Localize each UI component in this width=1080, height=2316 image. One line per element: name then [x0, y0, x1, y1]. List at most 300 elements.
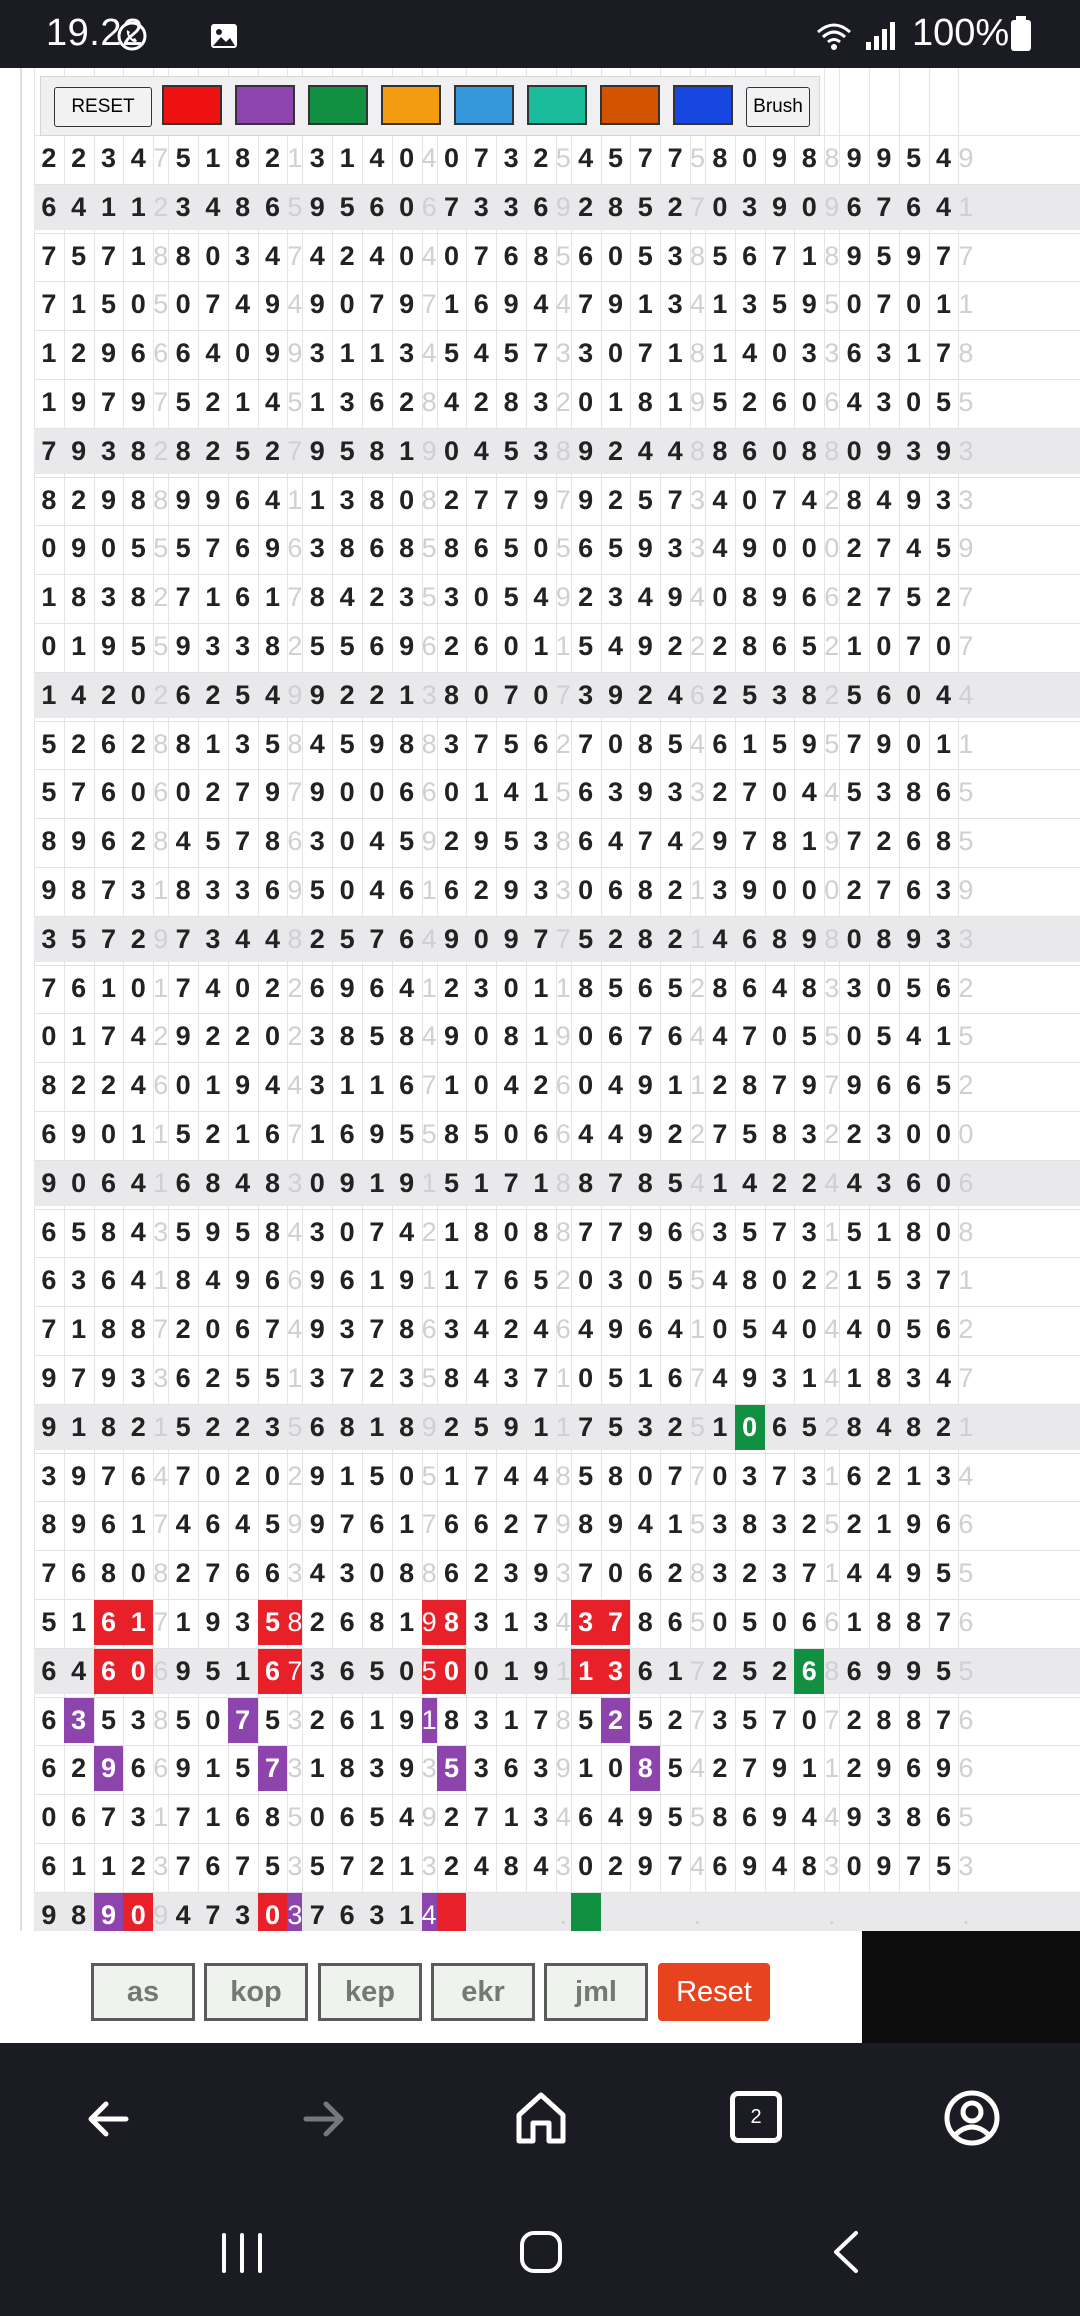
forward-arrow-icon[interactable] — [296, 2091, 352, 2147]
digit-cell[interactable]: 4 — [637, 435, 653, 466]
digit-cell[interactable]: 0 — [443, 777, 459, 808]
separator-cell[interactable]: 4 — [958, 679, 974, 710]
digit-cell[interactable]: 1 — [71, 1314, 87, 1345]
digit-cell[interactable]: 4 — [637, 582, 653, 613]
digit-cell[interactable]: 3 — [771, 679, 787, 710]
digit-cell[interactable]: 7 — [637, 1021, 653, 1052]
digit-cell[interactable]: 6 — [742, 1802, 758, 1833]
digit-cell[interactable]: 7 — [801, 1558, 817, 1589]
digit-cell[interactable]: 4 — [264, 923, 280, 954]
digit-cell[interactable]: 1 — [935, 289, 951, 320]
separator-cell[interactable]: 1 — [153, 1802, 169, 1833]
digit-cell[interactable]: 4 — [503, 1460, 519, 1491]
digit-cell[interactable]: 3 — [369, 1899, 385, 1930]
digit-cell[interactable]: 1 — [473, 1167, 489, 1198]
digit-cell[interactable]: 5 — [369, 1802, 385, 1833]
digit-cell[interactable]: 8 — [130, 1314, 146, 1345]
digit-cell[interactable]: 6 — [906, 1070, 922, 1101]
swatch-orange[interactable] — [381, 85, 441, 125]
digit-cell[interactable]: 0 — [906, 679, 922, 710]
digit-cell[interactable]: 0 — [742, 484, 758, 515]
digit-cell[interactable]: 3 — [801, 338, 817, 369]
digit-cell[interactable]: 4 — [712, 923, 728, 954]
digit-cell[interactable]: 1 — [369, 1704, 385, 1735]
digit-cell[interactable]: 4 — [309, 240, 325, 271]
digit-cell[interactable]: 7 — [473, 1802, 489, 1833]
digit-cell[interactable]: 4 — [264, 679, 280, 710]
digit-cell[interactable]: 3 — [64, 1698, 94, 1743]
digit-cell[interactable]: 6 — [369, 631, 385, 661]
digit-cell[interactable]: 0 — [503, 1216, 519, 1247]
digit-cell[interactable]: 4 — [712, 1021, 728, 1052]
digit-cell[interactable]: 2 — [71, 1070, 87, 1101]
digit-cell[interactable]: 2 — [130, 1411, 146, 1442]
digit-cell[interactable]: 4 — [309, 728, 325, 759]
digit-cell[interactable]: 1 — [205, 1753, 221, 1784]
separator-cell[interactable]: 4 — [824, 777, 840, 808]
digit-cell[interactable]: 3 — [235, 240, 251, 271]
digit-cell[interactable]: 8 — [906, 1216, 922, 1247]
digit-cell[interactable]: 3 — [906, 435, 922, 466]
digit-cell[interactable]: 6 — [205, 1851, 221, 1881]
separator-cell[interactable]: 9 — [555, 1509, 571, 1540]
digit-cell[interactable]: 2 — [264, 143, 280, 173]
digit-cell[interactable]: 4 — [235, 1509, 251, 1540]
recents-icon[interactable] — [218, 2231, 266, 2275]
digit-cell[interactable]: 2 — [771, 1655, 787, 1686]
digit-cell[interactable]: 3 — [235, 1899, 251, 1930]
digit-cell[interactable]: 0 — [205, 1460, 221, 1491]
digit-cell[interactable]: 5 — [906, 143, 922, 173]
digit-cell[interactable]: 2 — [443, 1411, 459, 1442]
digit-cell[interactable]: 5 — [205, 1655, 221, 1686]
digit-cell[interactable]: 6 — [41, 1851, 57, 1881]
digit-cell[interactable]: 8 — [637, 923, 653, 954]
separator-cell[interactable]: 8 — [153, 1704, 169, 1735]
digit-cell[interactable]: 8 — [906, 777, 922, 808]
separator-cell[interactable]: 9 — [421, 435, 437, 466]
digit-cell[interactable]: 3 — [771, 1363, 787, 1393]
separator-cell[interactable]: 1 — [690, 1070, 706, 1101]
digit-cell[interactable]: 4 — [637, 1509, 653, 1540]
digit-cell[interactable]: 5 — [205, 826, 221, 857]
digit-cell[interactable]: 2 — [339, 240, 355, 271]
digit-cell[interactable]: 5 — [175, 1411, 191, 1442]
digit-cell[interactable]: 4 — [533, 1851, 549, 1881]
digit-cell[interactable]: 4 — [771, 1314, 787, 1345]
digit-cell[interactable]: 1 — [876, 1216, 892, 1247]
digit-cell[interactable]: 3 — [399, 582, 415, 613]
digit-cell[interactable]: 9 — [94, 1893, 124, 1938]
digit-cell[interactable]: 3 — [235, 631, 251, 661]
digit-cell[interactable]: 7 — [533, 338, 549, 369]
digit-cell[interactable]: 5 — [712, 240, 728, 271]
digit-cell[interactable]: 4 — [607, 826, 623, 857]
separator-cell[interactable]: 7 — [153, 1607, 169, 1637]
digit-cell[interactable]: 7 — [846, 728, 862, 759]
digit-cell[interactable]: 5 — [369, 1655, 385, 1686]
digit-cell[interactable]: 4 — [667, 1314, 683, 1345]
digit-cell[interactable]: 8 — [876, 1363, 892, 1393]
digit-cell[interactable]: 1 — [100, 972, 116, 1003]
digit-cell[interactable]: 9 — [309, 1460, 325, 1491]
number-grid[interactable] — [34, 68, 1080, 1933]
digit-cell[interactable]: 8 — [264, 1216, 280, 1247]
digit-cell[interactable]: 9 — [309, 777, 325, 808]
digit-cell[interactable]: 5 — [578, 631, 594, 661]
digit-cell[interactable]: 3 — [205, 923, 221, 954]
separator-cell[interactable]: 7 — [958, 240, 974, 271]
separator-cell[interactable]: 8 — [690, 338, 706, 369]
digit-cell[interactable]: 1 — [712, 338, 728, 369]
digit-cell[interactable]: 6 — [235, 582, 251, 613]
separator-cell[interactable]: 8 — [555, 1704, 571, 1735]
digit-cell[interactable]: 2 — [369, 1363, 385, 1393]
kop-button[interactable]: kop — [204, 1963, 308, 2021]
brush-button[interactable]: Brush — [746, 87, 810, 127]
digit-cell[interactable]: 6 — [578, 777, 594, 808]
separator-cell[interactable]: 4 — [421, 923, 437, 954]
digit-cell[interactable]: 1 — [130, 1119, 146, 1149]
digit-cell[interactable]: 7 — [100, 1802, 116, 1833]
digit-cell[interactable]: 5 — [264, 1509, 280, 1540]
digit-cell[interactable]: 9 — [175, 631, 191, 661]
digit-cell[interactable]: 0 — [437, 1649, 467, 1694]
digit-cell[interactable]: 9 — [742, 1363, 758, 1393]
digit-cell[interactable]: 4 — [578, 1314, 594, 1345]
digit-cell[interactable]: 9 — [443, 1021, 459, 1052]
digit-cell[interactable]: 9 — [906, 240, 922, 271]
digit-cell[interactable]: 5 — [175, 1119, 191, 1149]
digit-cell[interactable]: 8 — [175, 728, 191, 759]
digit-cell[interactable]: 2 — [205, 1411, 221, 1442]
digit-cell[interactable]: 9 — [503, 289, 519, 320]
separator-cell[interactable]: 7 — [153, 1509, 169, 1540]
digit-cell[interactable]: 3 — [473, 972, 489, 1003]
digit-cell[interactable]: 9 — [175, 1753, 191, 1784]
digit-cell[interactable]: 0 — [876, 972, 892, 1003]
separator-cell[interactable]: 6 — [153, 338, 169, 369]
digit-cell[interactable]: 7 — [876, 191, 892, 222]
digit-cell[interactable]: 7 — [771, 1704, 787, 1735]
digit-cell[interactable]: 7 — [473, 143, 489, 173]
digit-cell[interactable]: 2 — [846, 1509, 862, 1540]
digit-cell[interactable]: 9 — [771, 1802, 787, 1833]
digit-cell[interactable]: 3 — [667, 289, 683, 320]
digit-cell[interactable]: 9 — [578, 435, 594, 466]
digit-cell[interactable]: 7 — [906, 631, 922, 661]
digit-cell[interactable]: 5 — [742, 1704, 758, 1735]
digit-cell[interactable]: 7 — [369, 1314, 385, 1345]
digit-cell[interactable]: 1 — [41, 582, 57, 613]
separator-cell[interactable]: 4 — [421, 143, 437, 173]
digit-cell[interactable]: 0 — [607, 728, 623, 759]
digit-cell[interactable]: 1 — [205, 728, 221, 759]
digit-cell[interactable]: 5 — [742, 1119, 758, 1149]
digit-cell[interactable]: 5 — [607, 972, 623, 1003]
separator-cell[interactable]: 2 — [153, 1021, 169, 1052]
digit-cell[interactable]: 2 — [712, 679, 728, 710]
digit-cell[interactable]: 9 — [473, 826, 489, 857]
digit-cell[interactable]: 3 — [712, 1216, 728, 1247]
digit-cell[interactable]: 6 — [175, 1167, 191, 1198]
separator-cell[interactable]: 8 — [421, 387, 437, 417]
digit-cell[interactable]: 7 — [473, 484, 489, 515]
digit-cell[interactable]: 4 — [130, 143, 146, 173]
separator-cell[interactable]: 8 — [421, 484, 437, 515]
digit-cell[interactable]: 6 — [41, 1704, 57, 1735]
digit-cell[interactable]: 7 — [339, 1363, 355, 1393]
separator-cell[interactable]: 5 — [690, 1411, 706, 1442]
digit-cell[interactable]: 7 — [235, 777, 251, 808]
digit-cell[interactable]: 5 — [846, 777, 862, 808]
digit-cell[interactable]: 3 — [935, 1460, 951, 1491]
digit-cell[interactable]: 6 — [41, 1119, 57, 1149]
digit-cell[interactable]: 6 — [503, 1265, 519, 1296]
digit-cell[interactable]: 4 — [906, 1021, 922, 1052]
digit-cell[interactable]: 1 — [712, 1167, 728, 1198]
as-button[interactable]: as — [91, 1963, 195, 2021]
digit-cell[interactable]: 5 — [935, 1070, 951, 1101]
digit-cell[interactable]: 6 — [876, 1070, 892, 1101]
digit-cell[interactable]: 8 — [399, 728, 415, 759]
digit-cell[interactable]: 9 — [41, 1363, 57, 1393]
digit-cell[interactable]: 3 — [309, 1070, 325, 1101]
digit-cell[interactable]: 7 — [935, 338, 951, 369]
digit-cell[interactable]: 6 — [712, 728, 728, 759]
digit-cell[interactable]: 0 — [935, 631, 951, 661]
digit-cell[interactable]: 9 — [71, 1119, 87, 1149]
separator-cell[interactable]: 4 — [958, 1460, 974, 1491]
digit-cell[interactable]: 7 — [533, 1704, 549, 1735]
digit-cell[interactable]: 6 — [607, 1021, 623, 1052]
digit-cell[interactable]: 6 — [906, 875, 922, 905]
digit-cell[interactable]: 0 — [41, 1021, 57, 1052]
digit-cell[interactable]: 2 — [473, 875, 489, 905]
separator-cell[interactable]: 6 — [958, 1607, 974, 1637]
digit-cell[interactable]: 8 — [712, 143, 728, 173]
digit-cell[interactable]: 1 — [175, 1607, 191, 1637]
separator-cell[interactable]: 1 — [958, 191, 974, 222]
digit-cell[interactable]: 3 — [175, 191, 191, 222]
digit-cell[interactable]: 1 — [205, 143, 221, 173]
separator-cell[interactable]: 6 — [287, 1265, 303, 1296]
digit-cell[interactable]: 0 — [876, 631, 892, 661]
digit-cell[interactable]: 0 — [578, 1021, 594, 1052]
digit-cell[interactable]: 2 — [846, 533, 862, 564]
reset-button[interactable]: RESET — [54, 87, 152, 127]
separator-cell[interactable]: 5 — [153, 533, 169, 564]
digit-cell[interactable]: 5 — [235, 1216, 251, 1247]
digit-cell[interactable]: 5 — [578, 1460, 594, 1491]
digit-cell[interactable]: 2 — [130, 728, 146, 759]
digit-cell[interactable]: 7 — [235, 826, 251, 857]
digit-cell[interactable]: 0 — [175, 289, 191, 320]
digit-cell[interactable]: 0 — [473, 1655, 489, 1686]
separator-cell[interactable]: 3 — [287, 1893, 302, 1938]
digit-cell[interactable]: 0 — [935, 1167, 951, 1198]
digit-cell[interactable]: 3 — [309, 826, 325, 857]
digit-cell[interactable]: 4 — [578, 143, 594, 173]
digit-cell[interactable]: 1 — [667, 1509, 683, 1540]
digit-cell[interactable]: 8 — [264, 1802, 280, 1833]
digit-cell[interactable]: 1 — [309, 1753, 325, 1784]
separator-cell[interactable]: 6 — [153, 1655, 169, 1686]
separator-cell[interactable]: 2 — [824, 1119, 840, 1149]
digit-cell[interactable]: 1 — [906, 1460, 922, 1491]
separator-cell[interactable]: 3 — [824, 338, 840, 369]
digit-cell[interactable]: 7 — [473, 1265, 489, 1296]
jml-button[interactable]: jml — [544, 1963, 648, 2021]
digit-cell[interactable]: 5 — [637, 484, 653, 515]
digit-cell[interactable]: 8 — [637, 875, 653, 905]
digit-cell[interactable]: 3 — [399, 1363, 415, 1393]
separator-cell[interactable]: 8 — [958, 1216, 974, 1247]
separator-cell[interactable]: 5 — [824, 289, 840, 320]
digit-cell[interactable]: 8 — [41, 1509, 57, 1540]
ekr-button[interactable]: ekr — [431, 1963, 535, 2021]
digit-cell[interactable]: 6 — [667, 1607, 683, 1637]
digit-cell[interactable]: 0 — [235, 338, 251, 369]
digit-cell[interactable]: 8 — [742, 582, 758, 613]
digit-cell[interactable]: 1 — [906, 338, 922, 369]
digit-cell[interactable]: 3 — [607, 777, 623, 808]
digit-cell[interactable]: 8 — [801, 972, 817, 1003]
digit-cell[interactable]: 6 — [264, 191, 280, 222]
separator-cell[interactable]: 2 — [287, 1021, 303, 1052]
digit-cell[interactable]: 1 — [369, 1411, 385, 1442]
digit-cell[interactable]: 4 — [473, 435, 489, 466]
digit-cell[interactable]: 0 — [607, 338, 623, 369]
digit-cell[interactable]: 2 — [175, 1314, 191, 1345]
digit-cell[interactable]: 6 — [41, 1655, 57, 1686]
digit-cell[interactable]: 7 — [41, 240, 57, 271]
digit-cell[interactable]: 0 — [935, 1119, 951, 1149]
digit-cell[interactable]: 6 — [667, 1021, 683, 1052]
digit-cell[interactable]: 8 — [369, 1607, 385, 1637]
digit-cell[interactable]: 4 — [369, 875, 385, 905]
digit-cell[interactable]: 0 — [473, 1021, 489, 1052]
digit-cell[interactable]: 9 — [503, 875, 519, 905]
digit-cell[interactable]: 5 — [906, 972, 922, 1003]
digit-cell[interactable]: 4 — [607, 1802, 623, 1833]
separator-cell[interactable]: 5 — [690, 1509, 706, 1540]
digit-cell[interactable]: 2 — [235, 1411, 251, 1442]
digit-cell[interactable]: 3 — [876, 338, 892, 369]
digit-cell[interactable]: 7 — [175, 582, 191, 613]
digit-cell[interactable]: 7 — [771, 484, 787, 515]
digit-cell[interactable]: 8 — [369, 435, 385, 466]
separator-cell[interactable]: 1 — [153, 1265, 169, 1296]
digit-cell[interactable]: 9 — [846, 1802, 862, 1833]
digit-cell[interactable]: 9 — [906, 1655, 922, 1686]
separator-cell[interactable]: 8 — [153, 484, 169, 515]
digit-cell[interactable]: 6 — [578, 533, 594, 564]
digit-cell[interactable]: 3 — [369, 1753, 385, 1784]
digit-cell[interactable]: 1 — [533, 972, 549, 1003]
digit-cell[interactable]: 6 — [578, 826, 594, 857]
separator-cell[interactable]: 3 — [287, 1558, 303, 1589]
digit-cell[interactable]: 1 — [935, 1021, 951, 1052]
digit-cell[interactable]: 1 — [369, 1070, 385, 1101]
separator-cell[interactable]: 7 — [555, 923, 571, 954]
digit-cell[interactable]: 6 — [399, 777, 415, 808]
digit-cell[interactable]: 7 — [309, 1899, 325, 1930]
digit-cell[interactable]: 2 — [607, 923, 623, 954]
digit-cell[interactable]: 0 — [533, 533, 549, 564]
digit-cell[interactable]: 5 — [437, 1746, 467, 1791]
digit-cell[interactable]: 0 — [258, 1893, 288, 1938]
digit-cell[interactable]: 6 — [876, 679, 892, 710]
digit-cell[interactable]: 0 — [607, 1558, 623, 1589]
digit-cell[interactable]: 3 — [801, 1119, 817, 1149]
digit-cell[interactable]: 0 — [771, 777, 787, 808]
digit-cell[interactable]: 3 — [41, 923, 57, 954]
digit-cell[interactable]: 8 — [399, 1411, 415, 1442]
digit-cell[interactable]: 1 — [667, 1655, 683, 1686]
digit-cell[interactable]: 9 — [876, 143, 892, 173]
digit-cell[interactable]: 8 — [399, 1314, 415, 1345]
digit-cell[interactable]: 7 — [667, 143, 683, 173]
digit-cell[interactable]: 6 — [309, 972, 325, 1003]
digit-cell[interactable]: 9 — [309, 289, 325, 320]
digit-cell[interactable]: 6 — [100, 1509, 116, 1540]
separator-cell[interactable]: 8 — [690, 240, 706, 271]
digit-cell[interactable]: 8 — [175, 875, 191, 905]
digit-cell[interactable]: 1 — [339, 338, 355, 369]
digit-cell[interactable]: 1 — [712, 1411, 728, 1442]
digit-cell[interactable]: 0 — [175, 777, 191, 808]
separator-cell[interactable]: 7 — [824, 1070, 840, 1101]
digit-cell[interactable]: 9 — [309, 1265, 325, 1296]
digit-cell[interactable]: 8 — [637, 1167, 653, 1198]
digit-cell[interactable]: 3 — [846, 972, 862, 1003]
digit-cell[interactable]: 6 — [339, 1704, 355, 1735]
digit-cell[interactable]: 2 — [130, 1851, 146, 1881]
digit-cell[interactable]: 6 — [94, 1600, 124, 1645]
separator-cell[interactable]: 4 — [287, 1314, 303, 1345]
digit-cell[interactable]: 3 — [712, 875, 728, 905]
separator-cell[interactable]: 3 — [824, 972, 840, 1003]
digit-cell[interactable]: 1 — [41, 679, 57, 710]
digit-cell[interactable]: 6 — [264, 1119, 280, 1149]
digit-cell[interactable]: 3 — [235, 875, 251, 905]
digit-cell[interactable]: 8 — [443, 679, 459, 710]
digit-cell[interactable]: 5 — [41, 728, 57, 759]
digit-cell[interactable]: 6 — [71, 1802, 87, 1833]
separator-cell[interactable]: 6 — [421, 777, 437, 808]
digit-cell[interactable]: 6 — [339, 1607, 355, 1637]
digit-cell[interactable]: 3 — [309, 1216, 325, 1247]
digit-cell[interactable]: 6 — [742, 923, 758, 954]
digit-cell[interactable]: 8 — [264, 631, 280, 661]
digit-cell[interactable]: 8 — [607, 1460, 623, 1491]
digit-cell[interactable]: 6 — [443, 1509, 459, 1540]
digit-cell[interactable]: 6 — [399, 1070, 415, 1101]
digit-cell[interactable]: 9 — [399, 289, 415, 320]
separator-cell[interactable]: 9 — [958, 143, 974, 173]
digit-cell[interactable]: 7 — [443, 191, 459, 222]
digit-cell[interactable]: 5 — [339, 435, 355, 466]
digit-cell[interactable]: 9 — [906, 1558, 922, 1589]
digit-cell[interactable]: 4 — [264, 240, 280, 271]
digit-cell[interactable]: 1 — [130, 240, 146, 271]
digit-cell[interactable]: 5 — [175, 387, 191, 417]
digit-cell[interactable]: 5 — [503, 435, 519, 466]
digit-cell[interactable]: 8 — [443, 1363, 459, 1393]
separator-cell[interactable]: 4 — [421, 1021, 437, 1052]
digit-cell[interactable]: 7 — [100, 875, 116, 905]
